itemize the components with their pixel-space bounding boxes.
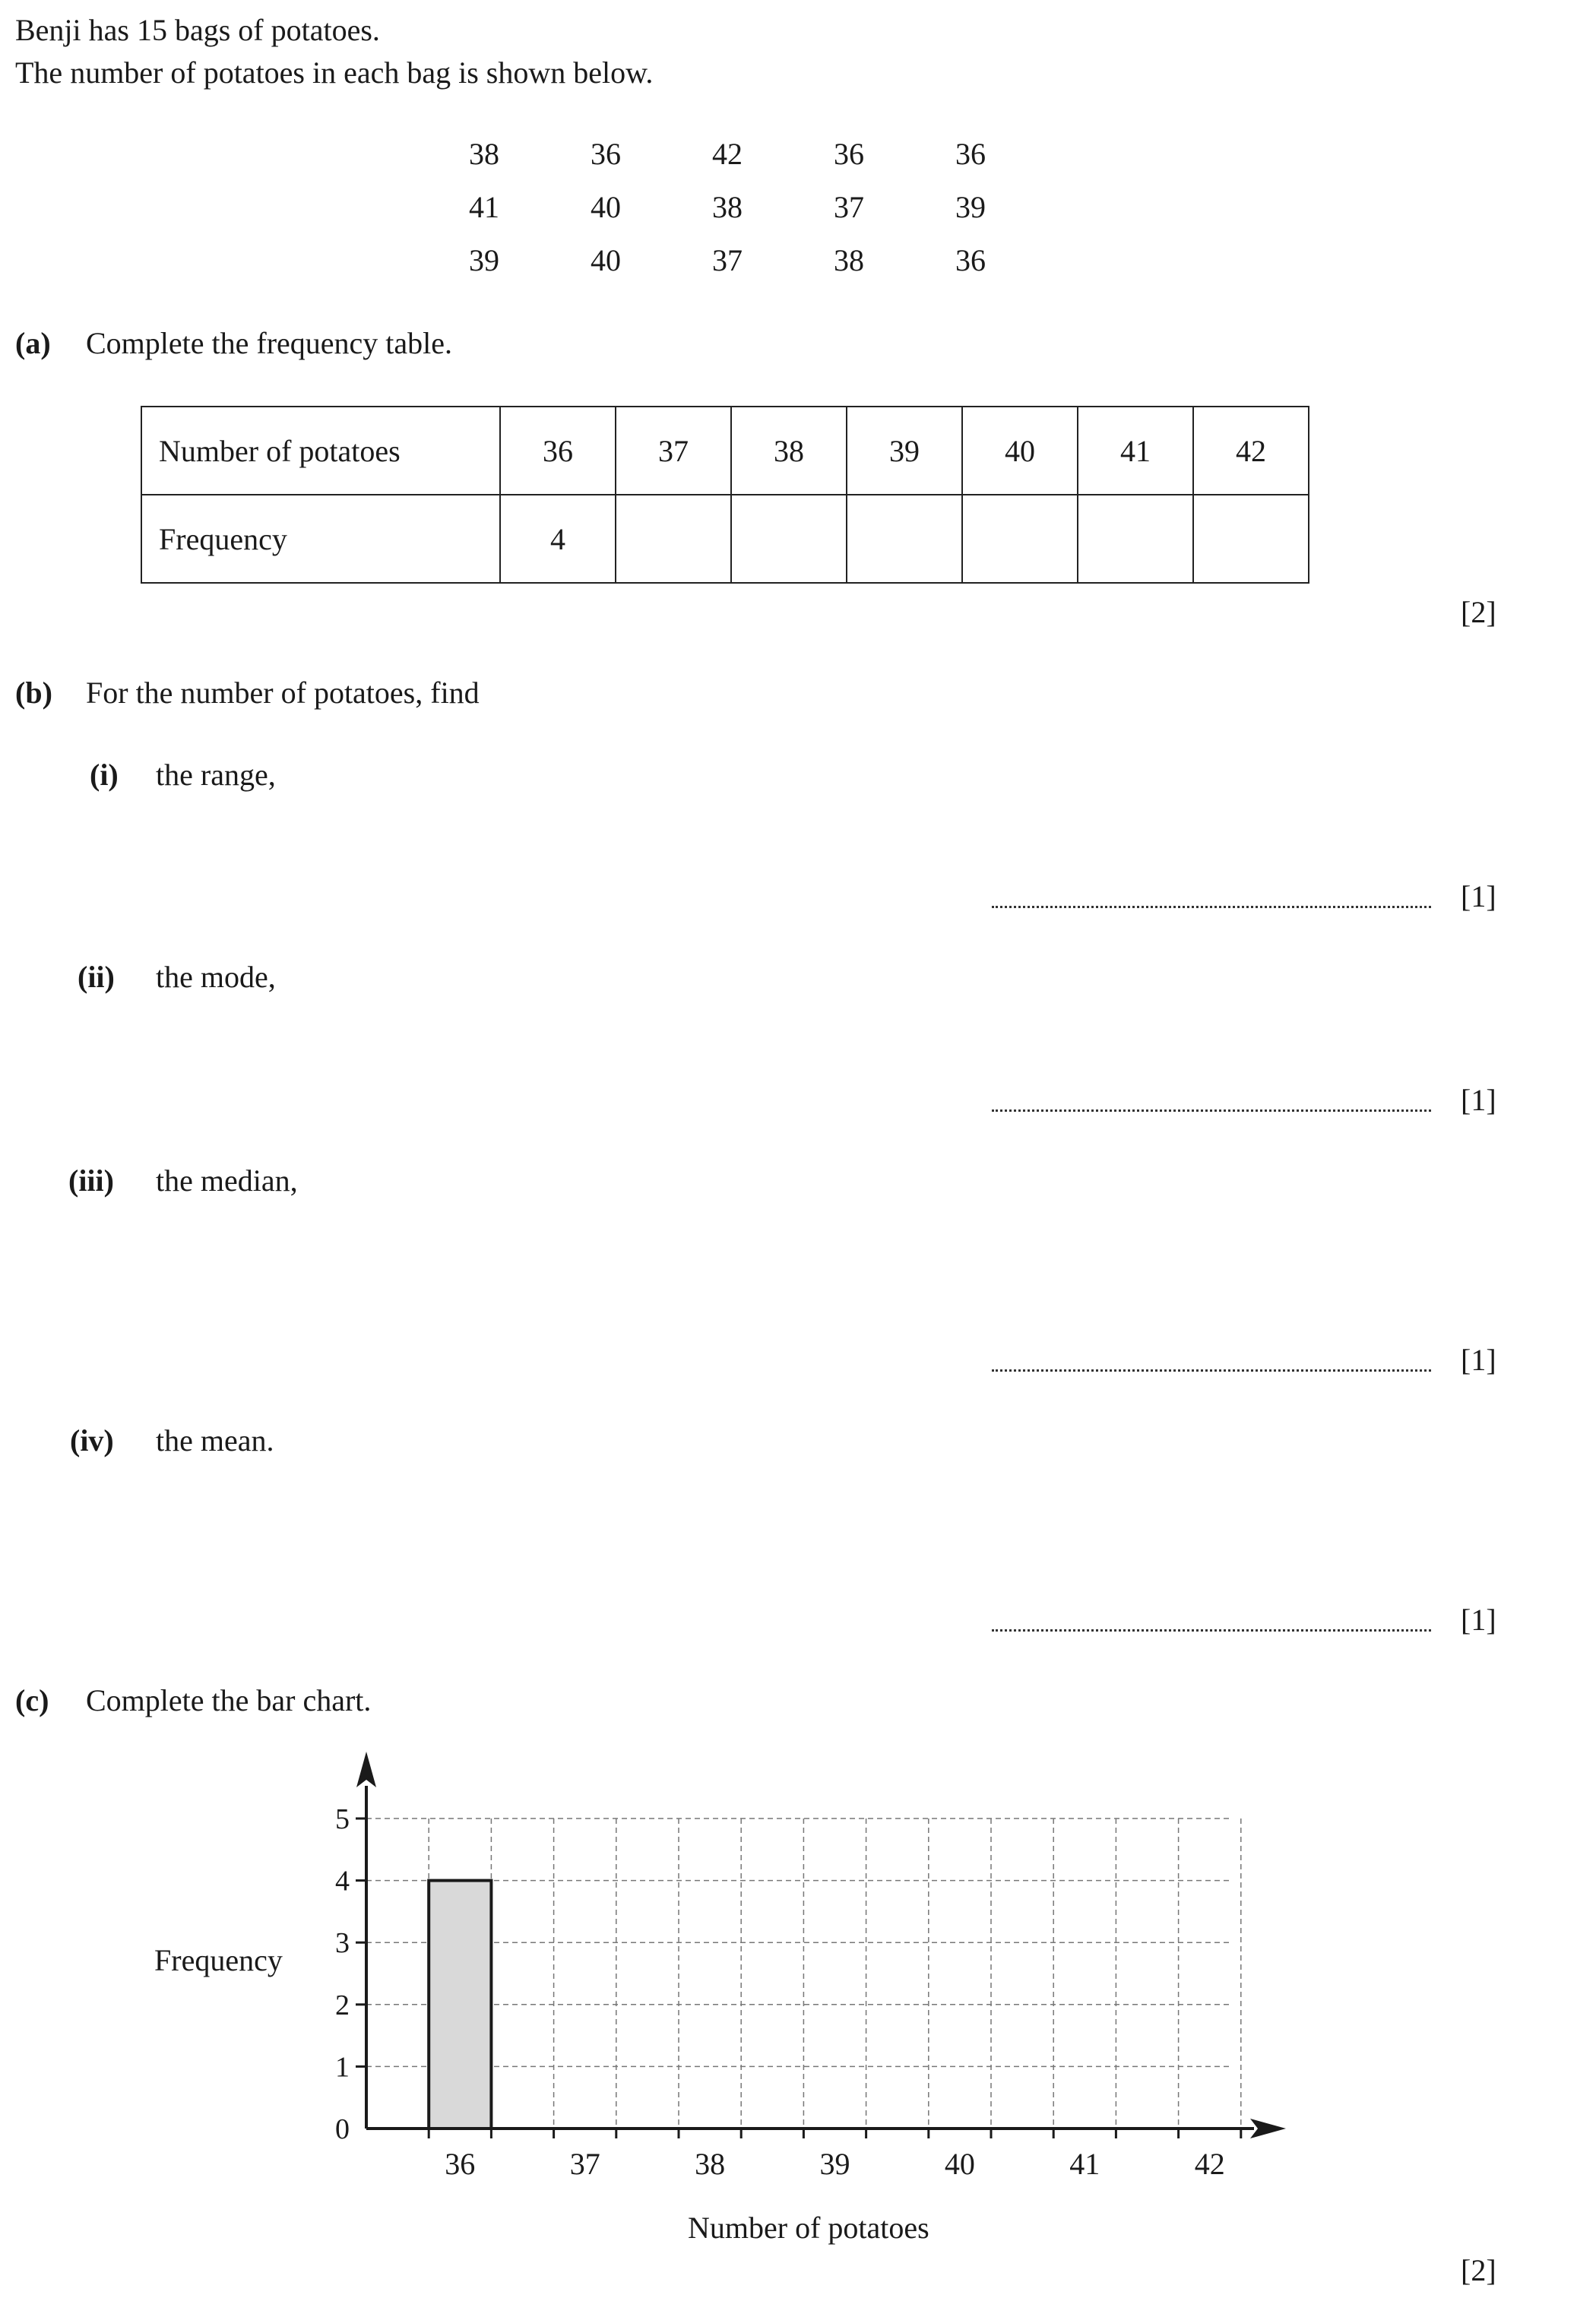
part-b-ii-label: (ii) xyxy=(78,960,115,994)
part-b-iv-text: the mean. xyxy=(156,1423,274,1458)
intro-line-1: Benji has 15 bags of potatoes. xyxy=(15,13,380,47)
part-b-iv-marks: [1] xyxy=(1461,1603,1496,1637)
value-cell: 42 xyxy=(1193,407,1309,495)
row-header-number: Number of potatoes xyxy=(141,407,500,495)
intro-line-2: The number of potatoes in each bag is shown below. xyxy=(15,55,654,90)
part-b-iii-label: (iii) xyxy=(68,1163,114,1198)
part-b-iii-text: the median, xyxy=(156,1163,298,1198)
raw-value: 36 xyxy=(955,243,986,277)
raw-value: 41 xyxy=(469,190,499,224)
value-cell: 38 xyxy=(731,407,847,495)
y-axis-label: Frequency xyxy=(154,1943,283,1977)
part-c-marks: [2] xyxy=(1461,2253,1496,2287)
y-axis-arrow xyxy=(356,1752,376,1787)
value-cell: 41 xyxy=(1078,407,1193,495)
raw-value: 39 xyxy=(469,243,499,277)
x-axis-arrow xyxy=(1250,2119,1286,2138)
raw-value: 38 xyxy=(834,243,864,277)
row-header-frequency: Frequency xyxy=(141,495,500,583)
x-axis-label: Number of potatoes xyxy=(688,2211,929,2245)
x-tick-label: 41 xyxy=(1069,2147,1100,2181)
y-tick-label: 4 xyxy=(335,1865,350,1898)
part-c-label: (c) xyxy=(15,1683,49,1717)
part-b-iii-marks: [1] xyxy=(1461,1343,1496,1377)
part-b-iv-label: (iv) xyxy=(70,1423,114,1458)
raw-value: 40 xyxy=(591,243,621,277)
part-b-i-marks: [1] xyxy=(1461,879,1496,913)
part-c-text: Complete the bar chart. xyxy=(86,1683,372,1717)
raw-value: 40 xyxy=(591,190,621,224)
frequency-cell[interactable]: 4 xyxy=(500,495,616,583)
x-tick-label: 37 xyxy=(569,2147,600,2181)
part-b-label: (b) xyxy=(15,676,52,710)
part-b-text: For the number of potatoes, find xyxy=(86,676,480,710)
raw-value: 38 xyxy=(469,137,499,171)
bar xyxy=(429,1881,491,2129)
part-b-ii-text: the mode, xyxy=(156,960,276,994)
part-a-text: Complete the frequency table. xyxy=(86,326,453,360)
y-tick-label: 2 xyxy=(335,1989,350,2021)
raw-value: 36 xyxy=(955,137,986,171)
raw-value: 39 xyxy=(955,190,986,224)
y-tick-label: 0 xyxy=(335,2113,350,2145)
part-b-i-text: the range, xyxy=(156,758,276,792)
part-a-marks: [2] xyxy=(1461,595,1496,629)
x-tick-label: 38 xyxy=(695,2147,726,2181)
y-tick-label: 3 xyxy=(335,1927,350,1960)
y-tick-label: 5 xyxy=(335,1803,350,1835)
x-tick-label: 36 xyxy=(445,2147,476,2181)
x-tick-label: 42 xyxy=(1194,2147,1225,2181)
raw-value: 37 xyxy=(712,243,743,277)
value-cell: 37 xyxy=(616,407,731,495)
part-b-ii-marks: [1] xyxy=(1461,1083,1496,1117)
raw-value: 38 xyxy=(712,190,743,224)
y-tick-label: 1 xyxy=(335,2051,350,2084)
value-cell: 39 xyxy=(847,407,962,495)
value-cell: 36 xyxy=(500,407,616,495)
part-b-i-label: (i) xyxy=(90,758,119,792)
part-a-label: (a) xyxy=(15,326,51,360)
raw-value: 37 xyxy=(834,190,864,224)
raw-value: 36 xyxy=(834,137,864,171)
x-tick-label: 40 xyxy=(944,2147,975,2181)
raw-value: 42 xyxy=(712,137,743,171)
value-cell: 40 xyxy=(962,407,1078,495)
raw-value: 36 xyxy=(591,137,621,171)
x-tick-label: 39 xyxy=(819,2147,850,2181)
